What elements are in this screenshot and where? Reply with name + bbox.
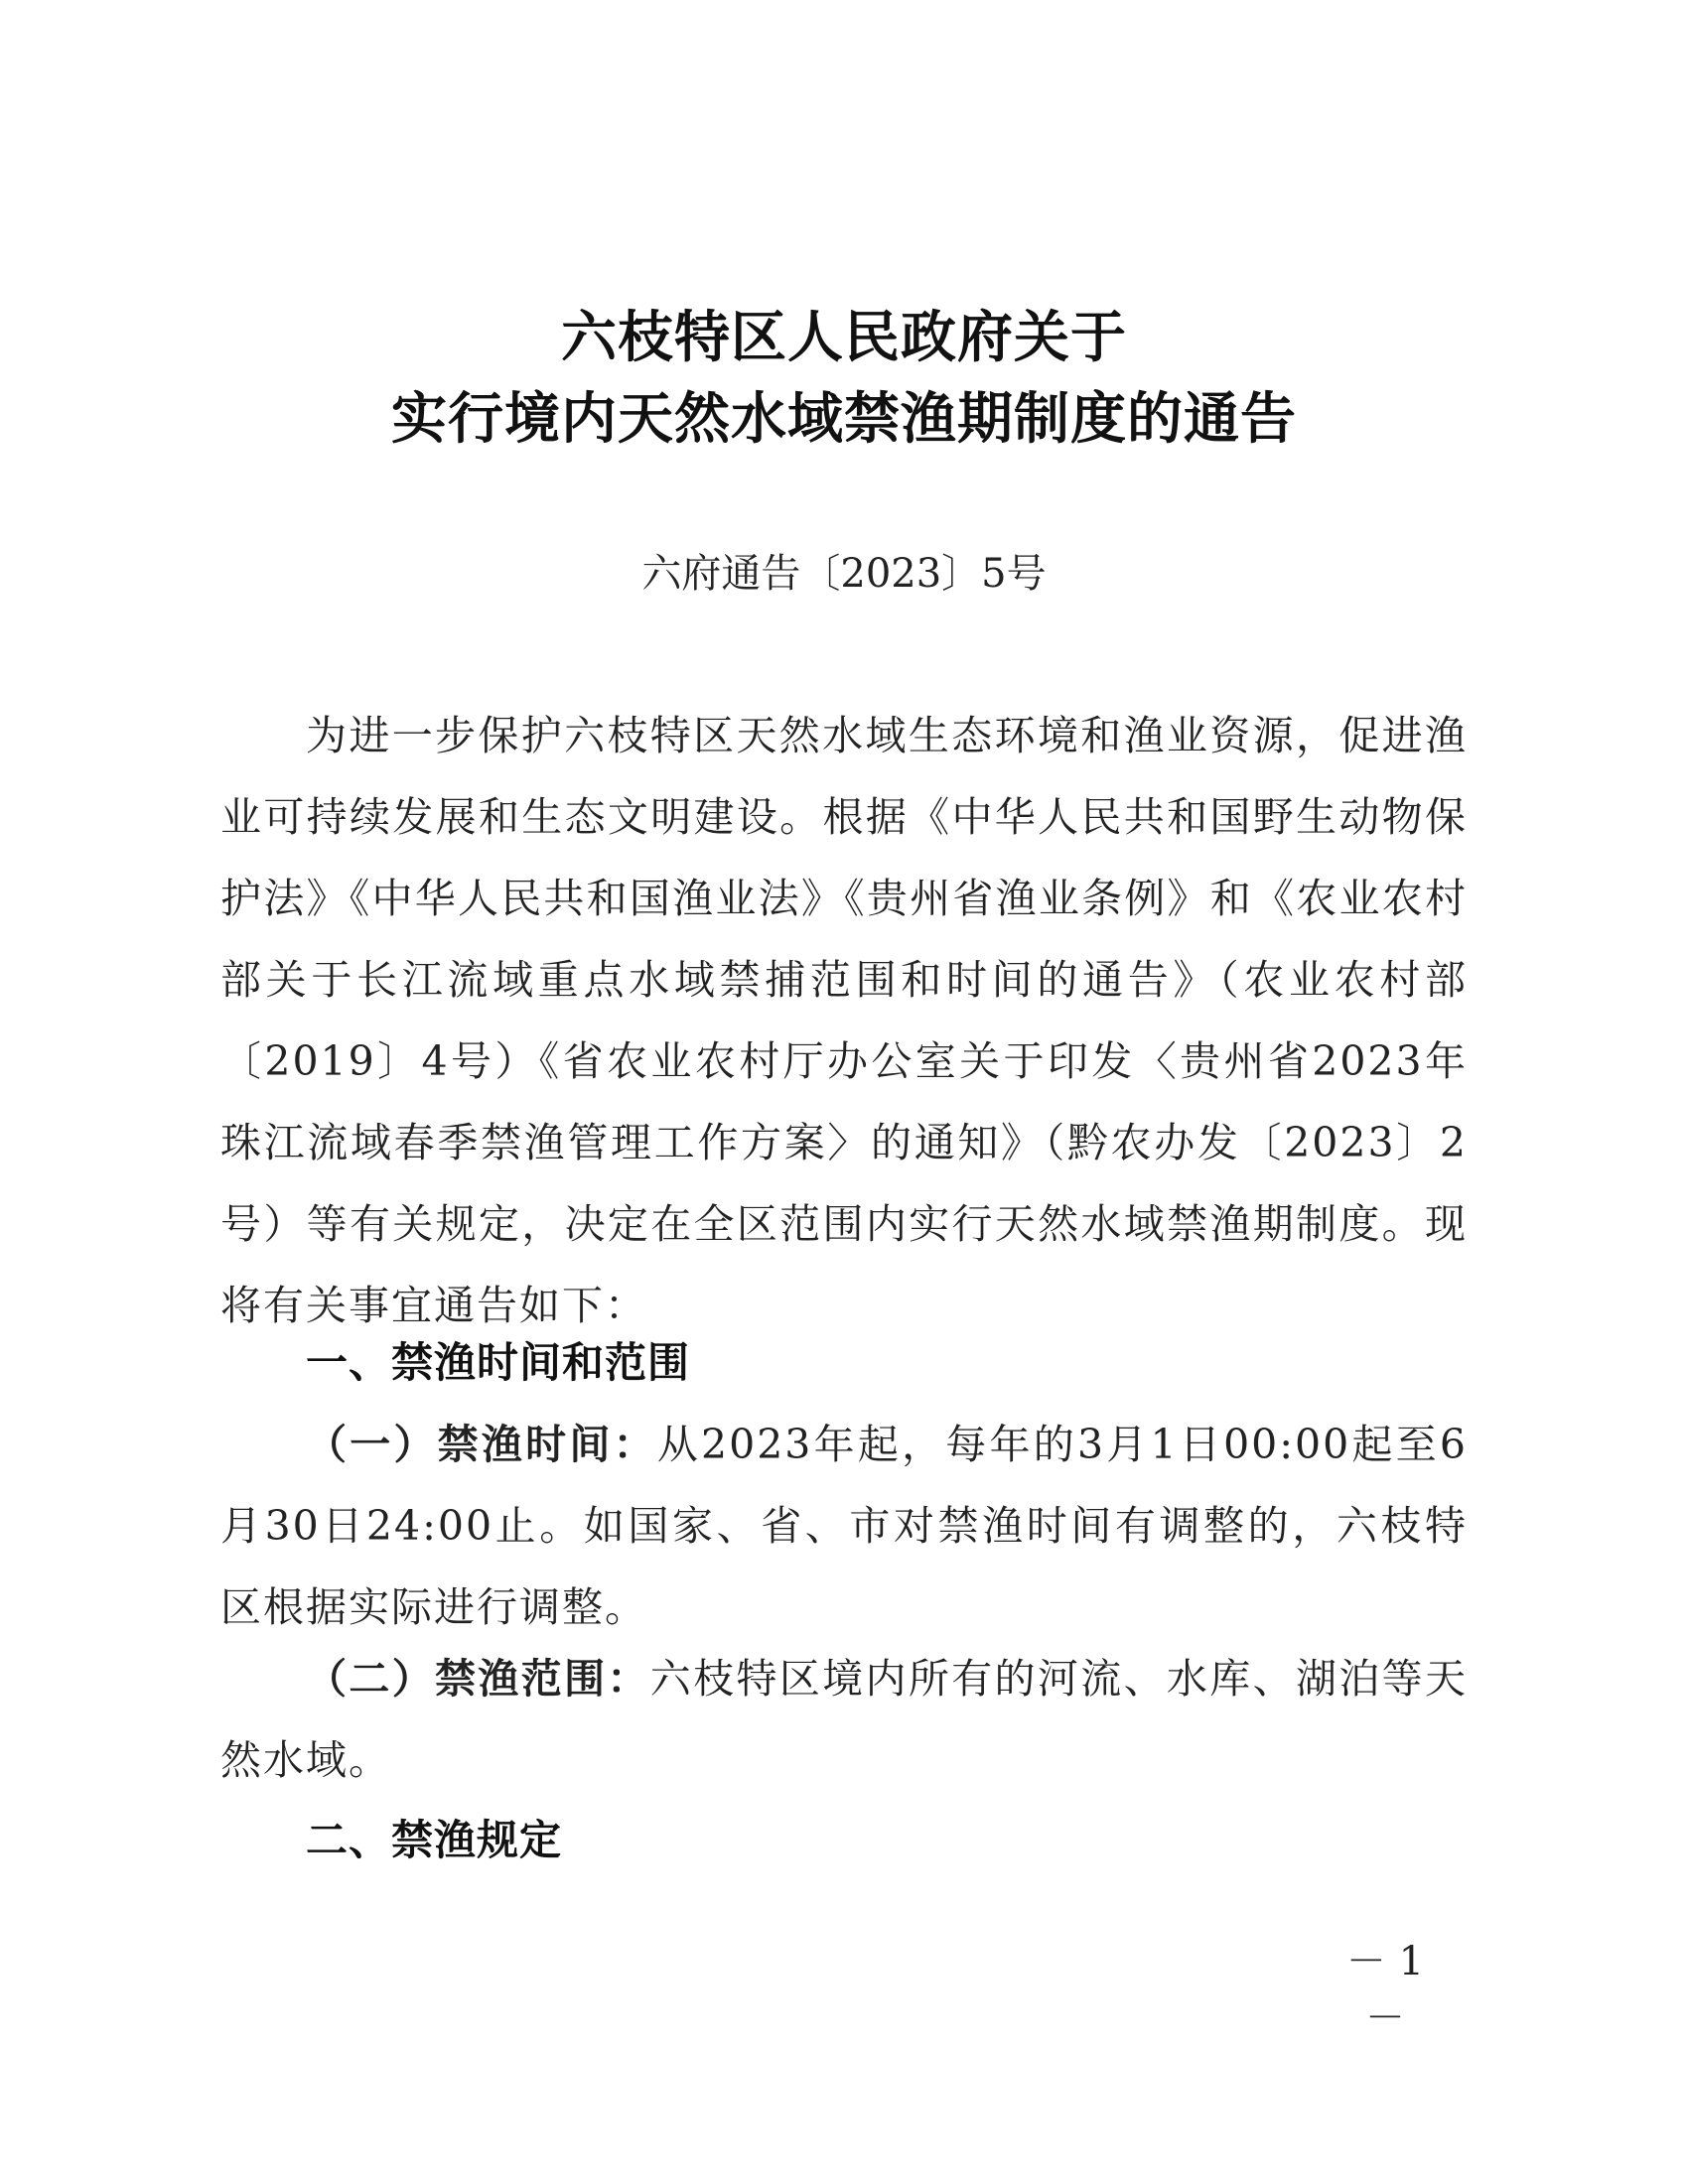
- section-2-heading: 二、禁渔规定: [306, 1816, 563, 1864]
- fishing-ban-range-text: 六枝特区境内所有的河流、水库、湖泊等天然水域。: [220, 1655, 1469, 1784]
- fishing-ban-range-label: （二）禁渔范围：: [306, 1655, 650, 1703]
- document-title-line-2: 实行境内天然水域禁渔期制度的通告: [391, 386, 1297, 452]
- intro-paragraph: 为进一步保护六枝特区天然水域生态环境和渔业资源，促进渔业可持续发展和生态文明建设。根据《中华人民共和国野生动物保护法》《中华人民共和国渔业法》《贵州省渔业条例》和《农业农村部关于长江流域重点水域禁捕范围和时间的通告》（农业农村部〔2019〕4号）《省农业农村厅办公室关于印发〈贵州省2023年珠江流域春季禁渔管理工作方案〉的通知》（黔农办发〔2023〕2号）等有关规定，决定在全区范围内实行天然水域禁渔期制度。现将有关事宜通告如下：: [220, 712, 1468, 1329]
- fishing-ban-time-label: （一）禁渔时间：: [306, 1421, 657, 1468]
- document-title-line-1: 六枝特区人民政府关于: [561, 305, 1127, 370]
- document-number: 六府通告〔2023〕5号: [641, 551, 1047, 597]
- page-number: － 1 －: [1345, 1939, 1425, 2041]
- section-1-heading: 一、禁渔时间和范围: [306, 1338, 691, 1387]
- fishing-ban-range-paragraph: [220, 1638, 1468, 1801]
- fishing-ban-time-paragraph: [220, 1404, 1468, 1648]
- fishing-ban-time-text: 从2023年起，每年的3月1日00:00起至6月30日24:00止。如国家、省、市对禁渔时间有调整的，六枝特区根据实际进行调整。: [220, 1421, 1468, 1631]
